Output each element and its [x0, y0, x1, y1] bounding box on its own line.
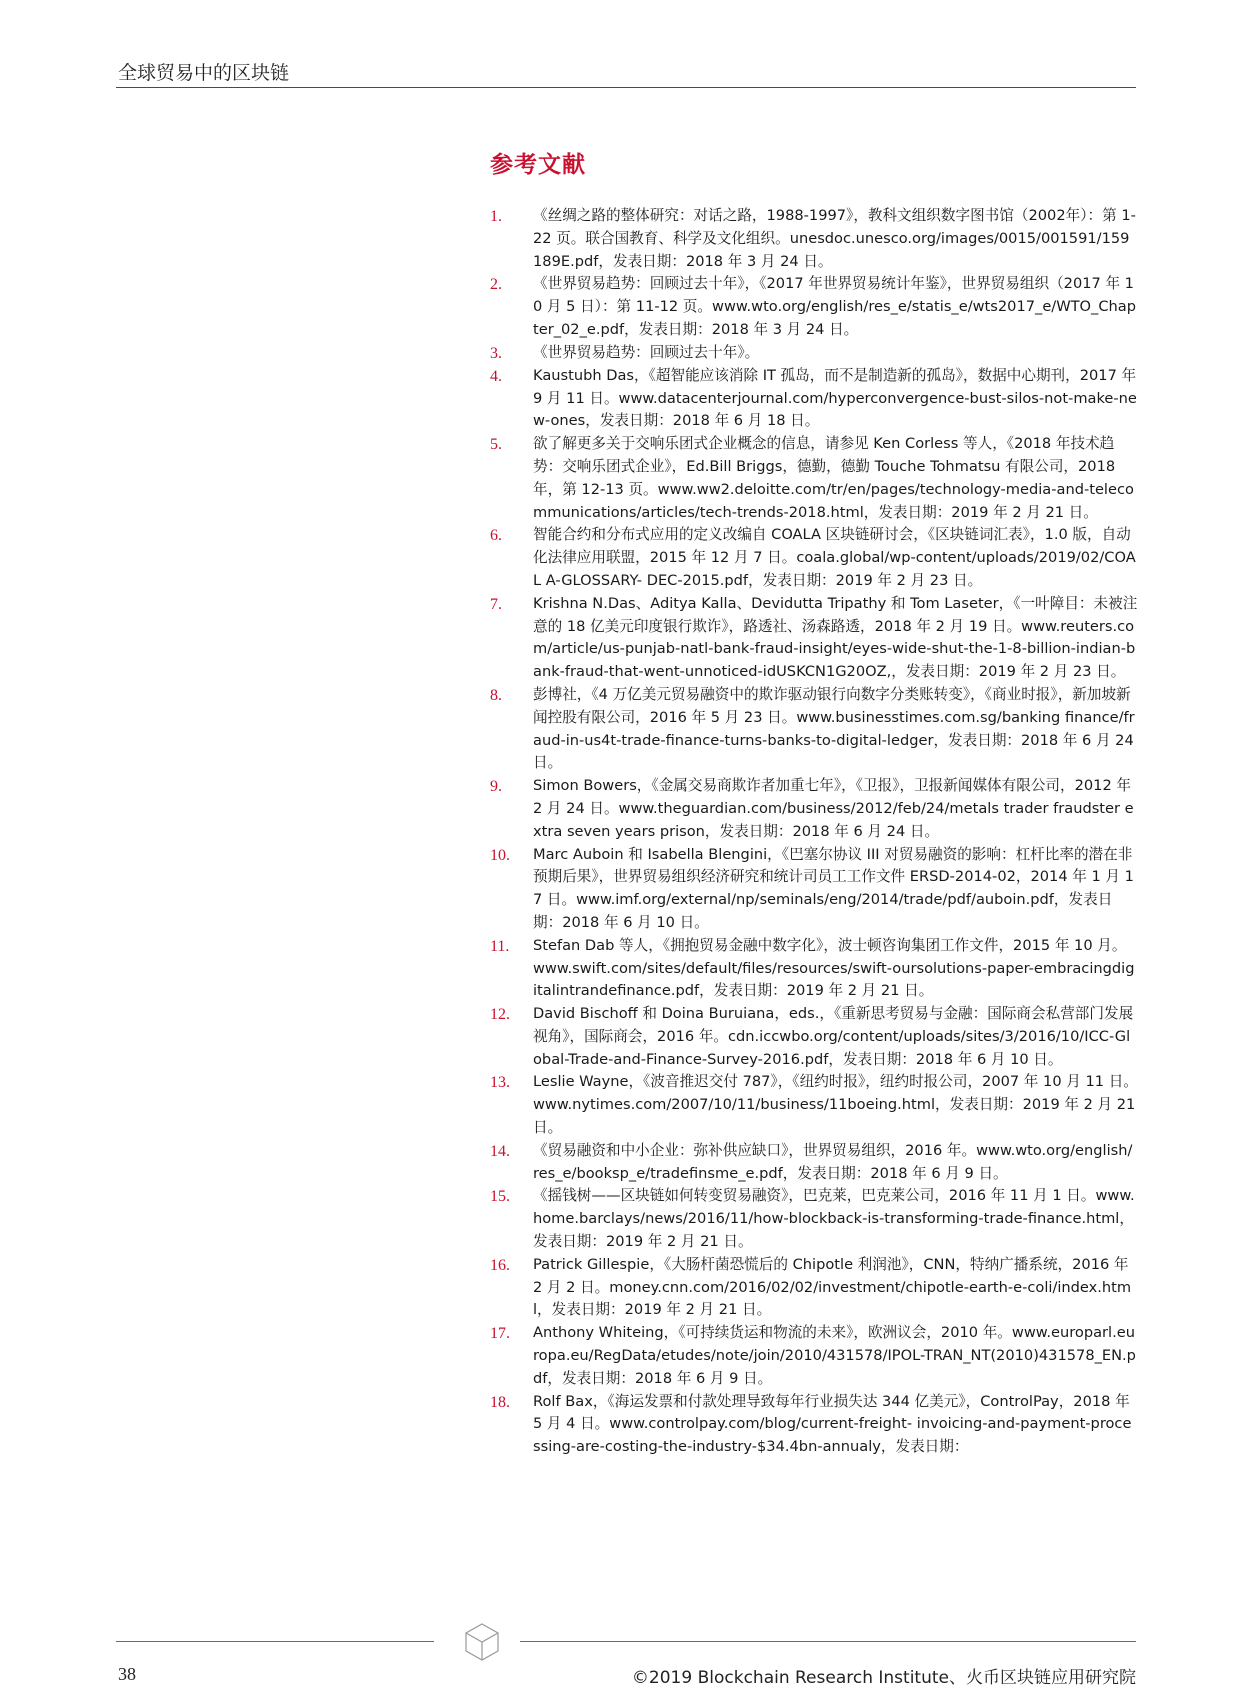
- page-number: 38: [118, 1664, 136, 1684]
- reference-number: 10.: [490, 846, 510, 864]
- reference-number: 7.: [490, 595, 502, 613]
- reference-text: Rolf Bax，《海运发票和付款处理导致每年行业损失达 344 亿美元》，ControlPay，2018 年 5 月 4 日。www.controlpay.com/blog/current-freight- invoicing-and-payment-processing-are-costing-the-industry-$34.4bn-annualy，发表日期：: [533, 1392, 1132, 1456]
- reference-number: 11.: [490, 937, 510, 955]
- reference-text: David Bischoff 和 Doina Buruiana，eds.，《重新思考贸易与金融：国际商会私营部门发展视角》，国际商会，2016 年。cdn.iccwbo.org/content/uploads/sites/3/2016/10/ICC-Global-Trade-and-Finance-Survey-2016.pdf，发表日期：2018 年 6 月 10 日。: [533, 1005, 1134, 1068]
- footer-divider-left: [116, 1641, 434, 1642]
- reference-number: 6.: [490, 527, 502, 545]
- reference-number: 9.: [490, 778, 502, 796]
- reference-number: 4.: [490, 367, 502, 385]
- reference-text: 彭博社，《4 万亿美元贸易融资中的欺诈驱动银行向数字分类账转变》，《商业时报》，新加坡新闻控股有限公司，2016 年 5 月 23 日。www.businesstimes.com.sg/banking finance/fraud-in-us4t-trade-finance-turns-banks-to-digital-ledger，发表日期：2018 年 6 月 24 日。: [533, 685, 1135, 772]
- reference-item: [490, 1071, 1138, 1139]
- reference-item: [490, 205, 1138, 273]
- reference-number: 16.: [490, 1256, 510, 1274]
- reference-item: [490, 1322, 1138, 1390]
- reference-item: [490, 1140, 1138, 1186]
- header-divider: [116, 87, 1136, 88]
- reference-number: 1.: [490, 208, 502, 225]
- reference-text: 《贸易融资和中小企业：弥补供应缺口》，世界贸易组织，2016 年。www.wto.org/english/res_e/booksp_e/tradefinsme_e.pdf，发表日期：2018 年 6 月 9 日。: [533, 1141, 1133, 1182]
- reference-item: [490, 342, 1138, 365]
- reference-item: [490, 433, 1138, 524]
- reference-text: 《世界贸易趋势：回顾过去十年》，《2017 年世界贸易统计年鉴》，世界贸易组织（2017 年 10 月 5 日）：第 11-12 页。www.wto.org/english/res_e/statis_e/wts2017_e/WTO_Chapter_02_e.pdf，发表日期：2018 年 3 月 24 日。: [533, 275, 1136, 338]
- reference-text: 欲了解更多关于交响乐团式企业概念的信息，请参见 Ken Corless 等人，《2018 年技术趋势：交响乐团式企业》，Ed.Bill Briggs，德勤，德勤 Touche Tohmatsu 有限公司，2018 年，第 12-13 页。www.ww2.deloitte.com/tr/en/pages/technology-media-and-telecommunications/articles/tech-trends-2018.html，发表日期：2019 年 2 月 21 日。: [533, 435, 1134, 521]
- reference-number: 8.: [490, 686, 502, 704]
- reference-text: Stefan Dab 等人，《拥抱贸易金融中数字化》，波士顿咨询集团工作文件，2015 年 10 月。www.swift.com/sites/default/files/resources/swift-oursolutions-paper-embracingdigitalintrandefinance.pdf，发表日期：2019 年 2 月 21 日。: [533, 936, 1135, 1000]
- reference-text: 《摇钱树——区块链如何转变贸易融资》，巴克莱，巴克莱公司，2016 年 11 月 1 日。www.home.barclays/news/2016/11/how-blockback-is-transforming-trade-finance.html，发表日期：2019 年 2 月 21 日。: [533, 1187, 1135, 1251]
- section-title: 参考文献: [490, 152, 586, 178]
- footer-divider-right: [520, 1641, 1136, 1642]
- cube-icon: [458, 1618, 506, 1666]
- reference-number: 15.: [490, 1188, 510, 1206]
- reference-text: Marc Auboin 和 Isabella Blengini，《巴塞尔协议 III 对贸易融资的影响：杠杆比率的潜在非预期后果》，世界贸易组织经济研究和统计司员工工作文件 ERSD-2014-02，2014 年 1 月 17 日。www.imf.org/external/np/seminals/eng/2014/trade/pdf/auboin.pdf，发表日期：2018 年 6 月 10 日。: [533, 845, 1134, 931]
- reference-number: 12.: [490, 1006, 510, 1024]
- reference-text: Patrick Gillespie，《大肠杆菌恐慌后的 Chipotle 利润池》，CNN，特纳广播系统，2016 年 2 月 2 日。money.cnn.com/2016/02/02/investment/chipotle-earth-e-coli/index.html，发表日期：2019 年 2 月 21 日。: [533, 1255, 1132, 1319]
- reference-item: [490, 524, 1138, 592]
- reference-item: [490, 844, 1138, 935]
- reference-text: Anthony Whiteing，《可持续货运和物流的未来》，欧洲议会，2010 年。www.europarl.europa.eu/RegData/etudes/note/join/2010/431578/IPOL-TRAN_NT(2010)431578_EN.pdf，发表日期：2018 年 6 月 9 日。: [533, 1324, 1136, 1387]
- reference-text: Simon Bowers，《金属交易商欺诈者加重七年》，《卫报》，卫报新闻媒体有限公司，2012 年 2 月 24 日。www.theguardian.com/business/2012/feb/24/metals trader fraudster extra seven years prison，发表日期：2018 年 6 月 24 日。: [533, 777, 1134, 840]
- reference-number: 14.: [490, 1142, 510, 1160]
- reference-item: [490, 1185, 1138, 1253]
- running-header-title: 全球贸易中的区块链: [118, 62, 290, 84]
- reference-item: [490, 935, 1138, 1003]
- reference-item: [490, 273, 1138, 341]
- reference-item: [490, 1003, 1138, 1071]
- reference-item: [490, 1254, 1138, 1322]
- reference-number: 18.: [490, 1393, 510, 1411]
- reference-text: Krishna N.Das、Aditya Kalla、Devidutta Tripathy 和 Tom Laseter，《一叶障目：未被注意的 18 亿美元印度银行欺诈》，路透社、汤森路透，2018 年 2 月 19 日。www.reuters.com/article/us-punjab-natl-bank-fraud-insight/eyes-wide-shut-the-1-8-billion-indian-bank-fraud-that-went-unnoticed-idUSKCN1G20OZ,，发表日期：2019 年 2 月 23 日。: [533, 594, 1138, 681]
- reference-item: [490, 775, 1138, 843]
- reference-item: [490, 365, 1138, 433]
- reference-text: 智能合约和分布式应用的定义改编自 COALA 区块链研讨会，《区块链词汇表》，1.0 版，自动化法律应用联盟，2015 年 12 月 7 日。coala.global/wp-content/uploads/2019/02/COAL A-GLOSSARY- DEC-2015.pdf，发表日期：2019 年 2 月 23 日。: [533, 526, 1136, 589]
- reference-number: 17.: [490, 1325, 510, 1343]
- reference-list: [490, 205, 1138, 1459]
- reference-text: Leslie Wayne，《波音推迟交付 787》，《纽约时报》，纽约时报公司，2007 年 10 月 11 日。www.nytimes.com/2007/10/11/business/11boeing.html，发表日期：2019 年 2 月 21 日。: [533, 1073, 1138, 1137]
- reference-text: 《世界贸易趋势：回顾过去十年》。: [533, 343, 760, 361]
- reference-item: [490, 684, 1138, 775]
- reference-text: Kaustubh Das，《超智能应该消除 IT 孤岛，而不是制造新的孤岛》，数据中心期刊，2017 年 9 月 11 日。www.datacenterjournal.com/hyperconvergence-bust-silos-not-make-new-ones，发表日期：2018 年 6 月 18 日。: [533, 366, 1137, 430]
- reference-number: 13.: [490, 1074, 510, 1092]
- reference-number: 3.: [490, 344, 502, 362]
- reference-item: [490, 593, 1138, 684]
- reference-text: 《丝绸之路的整体研究：对话之路，1988-1997》，教科文组织数字图书馆（2002年）：第 1-22 页。联合国教育、科学及文化组织。unesdoc.unesco.org/images/0015/001591/159189E.pdf，发表日期：2018 年 3 月 24 日。: [533, 207, 1136, 270]
- footer-credit: ©2019 Blockchain Research Institute、火币区块链应用研究院: [631, 1668, 1136, 1688]
- reference-number: 5.: [490, 436, 502, 454]
- reference-item: [490, 1391, 1138, 1459]
- reference-number: 2.: [490, 276, 502, 294]
